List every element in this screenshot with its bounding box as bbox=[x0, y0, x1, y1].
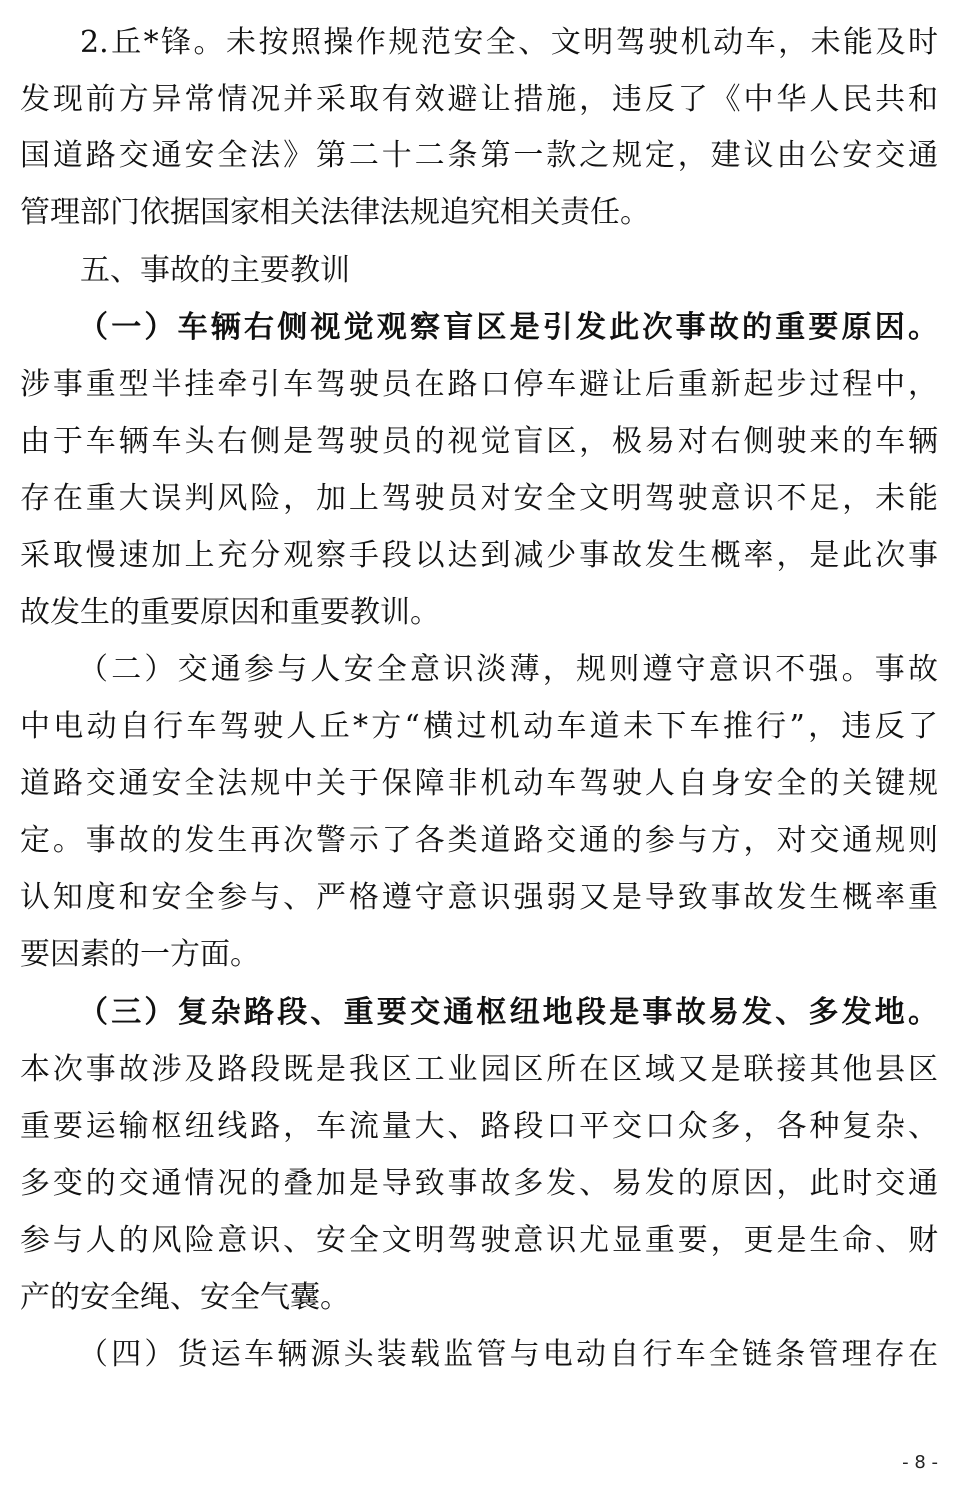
line-text: 涉事重型半挂牵引车驾驶员在路口停车避让后重新起步过程中， bbox=[20, 367, 938, 402]
line-text: 国道路交通安全法》第二十二条第一款之规定，建议由公安交通 bbox=[20, 138, 938, 173]
paragraph-line bbox=[0, 584, 960, 642]
line-text: 道路交通安全法规中关于保障非机动车驾驶人自身安全的关键规 bbox=[20, 766, 938, 801]
line-text: 发现前方异常情况并采取有效避让措施，违反了《中华人民共和 bbox=[20, 82, 938, 117]
line-text: 中电动自行车驾驶人丘*方“横过机动车道未下车推行”，违反了 bbox=[20, 709, 938, 744]
paragraph-line bbox=[0, 812, 960, 870]
line-text: 由于车辆车头右侧是驾驶员的视觉盲区，极易对右侧驶来的车辆 bbox=[20, 424, 938, 459]
subsection-heading-1 bbox=[0, 299, 960, 357]
paragraph-line bbox=[0, 127, 960, 185]
paragraph-line bbox=[0, 1155, 960, 1213]
line-text: 认知度和安全参与、严格遵守意识强弱又是导致事故发生概率重 bbox=[20, 880, 938, 915]
paragraph-line bbox=[0, 470, 960, 528]
paragraph-line bbox=[0, 698, 960, 756]
section-heading-text: 五、事故的主要教训 bbox=[80, 253, 350, 288]
paragraph-line bbox=[0, 869, 960, 927]
line-text: 定。事故的发生再次警示了各类道路交通的参与方，对交通规则 bbox=[20, 823, 938, 858]
paragraph-line bbox=[0, 755, 960, 813]
paragraph-line bbox=[0, 926, 960, 984]
line-text: 采取慢速加上充分观察手段以达到减少事故发生概率，是此次事 bbox=[20, 538, 938, 573]
line-text: （三）复杂路段、重要交通枢纽地段是事故易发、多发地。 bbox=[78, 995, 938, 1030]
line-text: 重要运输枢纽线路，车流量大、路段口平交口众多，各种复杂、 bbox=[20, 1109, 938, 1144]
subsection-heading-3 bbox=[0, 984, 960, 1042]
paragraph-line bbox=[0, 356, 960, 414]
paragraph-line bbox=[0, 413, 960, 471]
paragraph-line bbox=[0, 1041, 960, 1099]
page-number: - 8 - bbox=[902, 1452, 938, 1473]
paragraph-line bbox=[0, 527, 960, 585]
line-text: 管理部门依据国家相关法律法规追究相关责任。 bbox=[20, 195, 650, 230]
line-text: （四）货运车辆源头装载监管与电动自行车全链条管理存在 bbox=[78, 1337, 938, 1372]
subsection-heading-4 bbox=[0, 1326, 960, 1384]
paragraph-line bbox=[0, 14, 960, 72]
section-heading bbox=[0, 242, 960, 300]
line-text: （一）车辆右侧视觉观察盲区是引发此次事故的重要原因。 bbox=[78, 310, 938, 345]
line-text: 存在重大误判风险，加上驾驶员对安全文明驾驶意识不足，未能 bbox=[20, 481, 938, 516]
paragraph-line bbox=[0, 71, 960, 129]
line-text: 多变的交通情况的叠加是导致事故多发、易发的原因，此时交通 bbox=[20, 1166, 938, 1201]
paragraph-line bbox=[0, 1098, 960, 1156]
line-text: 产的安全绳、安全气囊。 bbox=[20, 1280, 350, 1315]
line-text: （二）交通参与人安全意识淡薄，规则遵守意识不强。事故 bbox=[78, 652, 938, 687]
line-text: 故发生的重要原因和重要教训。 bbox=[20, 595, 440, 630]
line-text: 要因素的一方面。 bbox=[20, 937, 260, 972]
subsection-heading-2 bbox=[0, 641, 960, 699]
line-text: 2.丘*锋。未按照操作规范安全、文明驾驶机动车，未能及时 bbox=[80, 25, 938, 60]
paragraph-line bbox=[0, 1212, 960, 1270]
line-text: 本次事故涉及路段既是我区工业园区所在区域又是联接其他县区 bbox=[20, 1052, 938, 1087]
paragraph-line bbox=[0, 184, 960, 242]
line-text: 参与人的风险意识、安全文明驾驶意识尤显重要，更是生命、财 bbox=[20, 1223, 938, 1258]
paragraph-line bbox=[0, 1269, 960, 1327]
